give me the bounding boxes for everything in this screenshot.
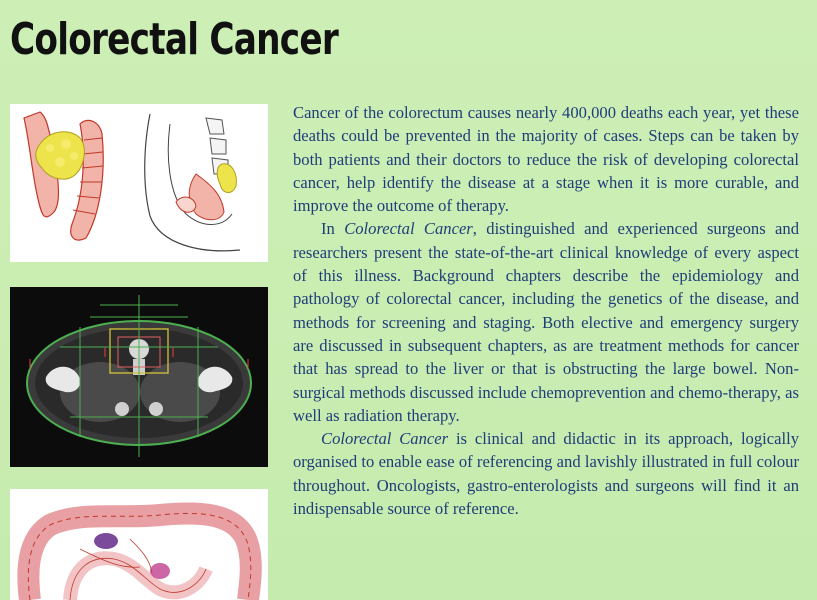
ct-scan-image [10,287,268,467]
anatomy-illustration [10,104,268,262]
paragraph-2 [293,217,799,427]
paragraph-3-body: is clinical and didactic in its approach, logically organised to enable ease of referencing and lavishly illustrated in full colour throughout. Oncologists, gastro-enterologists and surgeons will find it an indispensable source of reference. [293,429,799,519]
paragraph-1: Cancer of the colorectum causes nearly 400,000 deaths each year, yet these deaths could be prevented in the majority of cases. Steps can be taken by both patients and their doctors to reduce the risk of developing colorectal cancer, help identify the disease at a stage when it is more curable, and improve the outcome of therapy. [293,103,799,216]
paragraph-2-body: , distinguished and experienced surgeons and researchers present the state-of-the-art clinical knowledge of every aspect of this illness. Background chapters describe the epidemiology and pathology of colorectal cancer, including the genetics of the disease, and methods for screening and staging. Both elective and emergency surgery are discussed in subsequent chapters, as are treatment methods for cancer that has spread to the liver or that is obstructing the large bowel. Non-surgical methods discussed include chemoprevention and chemo-therapy, as well as radiation therapy. [293,219,799,425]
colon-illustration [10,489,268,600]
paragraph-2-lead: In [321,219,345,239]
book-title-italic: Colorectal Cancer [344,219,473,239]
paragraph-3 [293,427,799,520]
book-title-italic: Colorectal Cancer [321,429,449,449]
description-text [293,101,799,520]
page-title: Colorectal Cancer [10,14,339,65]
